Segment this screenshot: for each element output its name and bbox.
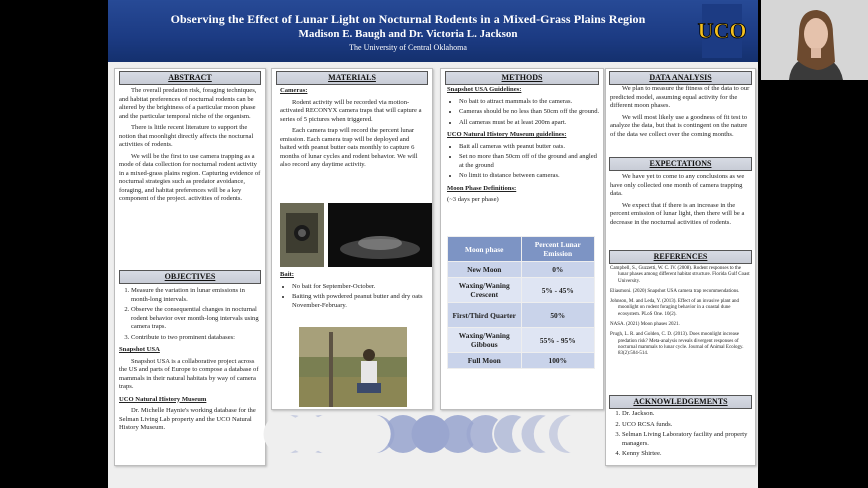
objective-item: 2. Observe the consequential changes in nocturnal rodent behavior over month-long intervals using camera traps. <box>131 306 261 332</box>
table-cell: 50% <box>521 303 595 328</box>
snapshot-guidelines-subheading: Snapshot USA Guidelines: <box>447 86 522 93</box>
snapshot-usa-subheading: Snapshot USA <box>119 346 160 353</box>
moon-phase-table <box>447 236 595 369</box>
analysis-panel <box>605 68 756 466</box>
materials-heading: MATERIALS <box>276 71 428 85</box>
expectations-text <box>610 173 751 230</box>
acknowledgement-item: 2. UCO RCSA funds. <box>622 421 751 430</box>
objectives-heading: OBJECTIVES <box>119 270 261 284</box>
table-cell: Waxing/Waning Gibbous <box>448 328 522 353</box>
abstract-paragraph: We will be the first to use camera trapping as a mode of data collection for nocturnal rodent activity in a mixed-grass plains region. Capturing evidence of nocturnal strategies such as predator avoidance, foraging, and habitat preferences will be a key component of the project. activities of rodents. <box>119 152 261 202</box>
presenter-webcam <box>761 0 868 80</box>
expectations-paragraph: We have yet to come to any conclusions as we have only collected one month of camera trapping data. <box>610 173 745 197</box>
objective-item: 1. Measure the variation in lunar emissions in month-long intervals. <box>131 287 261 304</box>
museum-guidelines-subheading: UCO Natural History Museum guidelines: <box>447 131 567 138</box>
cameras-subheading: Cameras: <box>280 87 308 94</box>
materials-text <box>280 87 426 173</box>
snapshot-usa-text: Snapshot USA is a collaborative project across the US and parts of Europe to compose a database of mammals in their natural habitats by way of camera traps. <box>119 357 259 390</box>
methods-heading: METHODS <box>445 71 599 85</box>
bait-text <box>280 271 426 313</box>
research-poster <box>108 0 758 488</box>
methods-panel <box>440 68 604 410</box>
table-row <box>448 353 595 369</box>
uco-logo <box>697 4 747 58</box>
field-work-photo <box>299 327 407 407</box>
table-row <box>448 262 595 278</box>
acknowledgement-item: 3. Selman Living Laboratory facility and property managers. <box>622 431 751 448</box>
abstract-heading: ABSTRACT <box>119 71 261 85</box>
table-cell: 5% - 45% <box>521 278 595 303</box>
expectations-paragraph: We expect that if there is an increase in the percent emission of lunar light, then there will be a decrease in the nocturnal activities of rodents. <box>610 201 745 226</box>
poster-banner <box>108 0 758 62</box>
reference-item: Prugh, L. R. and Golden, C. D. (2013). Does moonlight increase predation risk? Meta-analysis reveals divergent responses of nocturnal mammals to lunar cycle. Journal of Animal Ecology. 83(2):504-514. <box>610 332 744 357</box>
presenter-video <box>761 0 868 80</box>
bait-item: • No bait for September-October. <box>292 283 426 292</box>
museum-text: Dr. Michelle Haynie's working database for the Selman Living Lab property and the UCO Natural History Museum. <box>119 407 256 431</box>
poster-title: Observing the Effect of Lunar Light on Nocturnal Rodents in a Mixed-Grass Plains Region <box>170 12 646 26</box>
moon-phase-strip <box>271 406 589 462</box>
table-cell: 0% <box>521 262 595 278</box>
acknowledgement-item: 4. Kenny Shirtee. <box>622 450 751 459</box>
poster-authors: Madison E. Baugh and Dr. Victoria L. Jackson <box>298 28 518 40</box>
table-header-row <box>448 237 595 262</box>
table-header: Moon phase <box>448 237 522 262</box>
table-cell: 55% - 95% <box>521 328 595 353</box>
abstract-paragraph: There is little recent literature to support the notion that moonlight directly affects the nocturnal activities of rodents. <box>119 124 254 148</box>
guideline-item: • No limit to distance between cameras. <box>459 172 601 181</box>
reference-item: Campbell, S., Guzzetti, W. C. IV. (2008). Rodent responses to the lunar phases among different habitat structure. Florida Gulf Coast University. <box>610 266 750 284</box>
table-cell: 100% <box>521 353 595 369</box>
poster-affiliation: The University of Central Oklahoma <box>349 43 467 52</box>
guideline-item: • Bait all cameras with peanut butter oats. <box>459 143 601 152</box>
table-cell: Full Moon <box>448 353 522 369</box>
abstract-paragraph: The overall predation risk, foraging techniques, and habitat preferences of nocturnal rodents can be altered by the brightness of a particular moon phase and the particular temporal niche of the organism. <box>119 87 257 120</box>
bait-subheading: Bait: <box>280 271 294 278</box>
expectations-heading: EXPECTATIONS <box>609 157 752 171</box>
table-cell: Waxing/Waning Crescent <box>448 278 522 303</box>
acknowledgements-text <box>610 410 751 462</box>
materials-panel <box>271 68 433 410</box>
table-row <box>448 278 595 303</box>
reference-item: NASA. (2021) Moon phases 2021. <box>610 322 680 328</box>
guideline-item: • Set no more than 50cm off of the ground and angled at the ground <box>459 153 601 170</box>
guideline-item: • Cameras should be no less than 50cm off the ground. <box>459 108 601 117</box>
acknowledgement-item: 1. Dr. Jackson. <box>622 410 751 419</box>
table-header: Percent Lunar Emission <box>521 237 595 262</box>
bait-item: • Baiting with powdered peanut butter and dry oats November-February. <box>292 293 426 310</box>
cameras-paragraph: Each camera trap will record the percent lunar emission. Each camera trap will be deployed and baited with peanut butter oats monthly to capture 6 months of lunar cycles and rodent behavior. We will also record any daytime activity. <box>280 127 418 168</box>
guideline-item: • No bait to attract mammals to the cameras. <box>459 98 601 107</box>
abstract-objectives-panel <box>114 68 266 466</box>
data-analysis-paragraph: We will most likely use a goodness of fit test to analyze the data, but that is contingent on the nature of the data we collect over the coming months. <box>610 113 748 138</box>
svg-text:UCO: UCO <box>697 18 747 43</box>
data-analysis-heading: DATA ANALYSIS <box>609 71 752 85</box>
references-heading: REFERENCES <box>609 250 752 264</box>
reference-item: Johnson, M. and Leda, Y. (2013). Effect of an invasive plant and moonlight on rodent foraging behavior in a coastal dune ecosystem. PLoS One. 10(2). <box>610 299 740 317</box>
acknowledgements-heading: ACKNOWLEDGEMENTS <box>609 395 752 409</box>
cameras-paragraph: Rodent activity will be recorded via motion-activated RECONYX camera traps that will capture a series of 5 pictures when triggered. <box>280 98 422 123</box>
objectives-text <box>119 287 261 436</box>
table-cell: New Moon <box>448 262 522 278</box>
table-row <box>448 328 595 353</box>
abstract-text <box>119 87 261 207</box>
moon-shadow <box>558 414 598 454</box>
methods-text <box>447 86 601 209</box>
data-analysis-paragraph: We plan to measure the fitness of the data to our predicted model, assuming equal activity for the different moon phases. <box>610 85 750 109</box>
moon-shadow <box>351 414 391 454</box>
moon-phase-note: (~3 days per phase) <box>447 196 499 203</box>
museum-subheading: UCO Natural History Museum <box>119 395 207 403</box>
reference-item: Eliasmoni. (2020) Snapshot USA camera trap recommendations. <box>610 288 740 294</box>
data-analysis-text <box>610 85 751 142</box>
references-list <box>610 266 751 362</box>
objective-item: 3. Contribute to two prominent databases: <box>131 334 261 343</box>
camera-trap-photos <box>280 203 432 267</box>
guideline-item: • All cameras must be at least 200m apart. <box>459 119 601 128</box>
moon-phase-subheading: Moon Phase Definitions: <box>447 184 517 192</box>
table-row <box>448 303 595 328</box>
table-cell: First/Third Quarter <box>448 303 522 328</box>
